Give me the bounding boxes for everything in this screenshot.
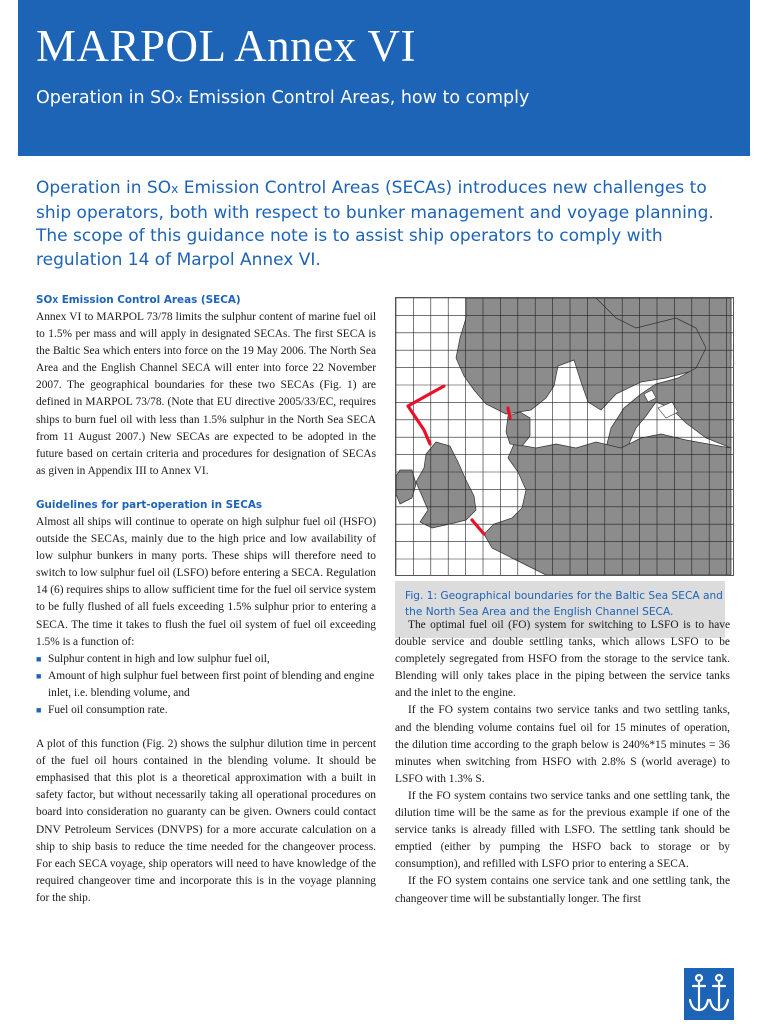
intro-subscript: x [171,182,179,196]
subtitle-part: Operation in SO [36,88,176,108]
right-paragraph-1: The optimal fuel oil (FO) system for switching to LSFO is to have double service and double settling tanks, which allows LSFO to be completely segregated from HSFO from the storage to the service tank. Blending will only takes place in the piping between the service tanks and the inlet to the engine. [395,619,730,700]
heading-subscript: X [52,296,59,305]
right-paragraph-4: If the FO system contains one service tank and one settling tank, the changeover time will be substantially longer. The first [395,875,730,905]
right-paragraph-3: If the FO system contains two service tanks and one settling tank, the dilution time will be the same as for the previous example if one of the service tanks is already filled with LSFO. The settling tank should be emptied (either by pumping the HSFO back to storage or by consumption), and refilled with LSFO prior to entering a SECA. [395,789,730,871]
bullet-square-icon: ■ [36,670,42,681]
right-column [395,617,730,908]
list-item-text: Fuel oil consumption rate. [48,703,168,716]
heading-part: SO [36,294,53,306]
list-item [36,651,376,668]
bullet-square-icon: ■ [36,653,42,664]
section-heading-guidelines: Guidelines for part-operation in SECAs [36,498,263,511]
right-paragraph-2: If the FO system contains two service tanks and two settling tanks, and the blending volume contains fuel oil for 15 minutes of operation, the dilution time according to the graph below is 240%*15 minutes = 36 minutes when switching from HSFO with 2.8% S (world average) to LSFO with 1.3% S. [395,704,730,785]
bullet-square-icon: ■ [36,704,42,715]
heading-rest: Emission Control Areas (SECA) [58,294,241,306]
subtitle-subscript: x [175,91,183,106]
function-list [36,651,376,719]
list-item [36,668,376,702]
seca-map-figure [395,297,734,576]
page-subtitle [36,86,529,111]
left-column [36,292,376,907]
seca-map [396,298,733,575]
figure-caption: Fig. 1: Geographical boundaries for the Baltic Sea SECA and the North Sea Area and the English Channel SECA. [395,581,725,638]
guidelines-paragraph: Almost all ships will continue to operate on high sulphur fuel oil (HSFO) outside the SECAs, mainly due to the high price and low availability of low sulphur bunkers in many ports. These ships will therefore need to switch to low sulphur fuel oil (LSFO) before entering a SECA. Regulation 14 (6) requires ships to allow sufficient time for the fuel oil service system to be fully flushed of all fuels exceeding 1.5% sulphur prior to entering a SECA. The time it takes to flush the fuel oil system of fuel oil exceeding 1.5% is a function of: [36,515,376,648]
intro-part: Operation in SO [36,178,172,198]
header-banner [18,0,750,156]
page-title: MARPOL Annex VI [36,21,417,71]
intro-paragraph [36,177,736,272]
plot-paragraph: A plot of this function (Fig. 2) shows the sulphur dilution time in percent of the fuel oil hours contained in the blending volume. It should be emphasised that this plot is a theoretical approximation with a built in safety factor, but without necessarily taking all operational procedures on board into consideration no guaranty can be given. Owners could contact DNV Petroleum Services (DNVPS) for a more accurate calculation on a ship to ship basis to reduce the time needed for the changeover process. For each SECA voyage, ship operators will need to have knowledge of the required changeover time and incorporate this is in the voyage planning for the ship. [36,738,376,904]
section-heading-seca [36,292,376,309]
baltic-entrance-boundary [508,408,510,418]
seca-paragraph: Annex VI to MARPOL 73/78 limits the sulphur content of marine fuel oil to 1.5% per mass and will apply in designated SECAs. The first SECA is the Baltic Sea which enters into force on the 19 May 2006. The North Sea Area and the English Channel SECA will enter into force 22 November 2007. The geographical boundaries for these two SECAs (Fig. 1) are defined in MARPOL 73/78. (Note that EU directive 2005/33/EC, requires ships to burn fuel oil with less than 1.5% sulphur in the North Sea SECA from 11 August 2007.) New SECAs are expected to be adopted in the future based on certain criteria and procedures for designation of SECAs as given in Appendix III to Annex VI. [36,311,376,477]
list-item-text: Amount of high sulphur fuel between first point of blending and engine inlet, i.e. blending volume, and [48,669,375,699]
intro-rest: Emission Control Areas (SECAs) introduces new challenges to ship operators, both with respect to bunker management and voyage planning. The scope of this guidance note is to assist ship operators to comply with regulation 14 of Marpol Annex VI. [36,178,714,270]
anchor-logo-icon [684,968,734,1020]
dnv-logo [684,968,734,1020]
subtitle-rest: Emission Control Areas, how to comply [182,88,530,108]
list-item [36,702,376,719]
list-item-text: Sulphur content in high and low sulphur fuel oil, [48,652,270,665]
